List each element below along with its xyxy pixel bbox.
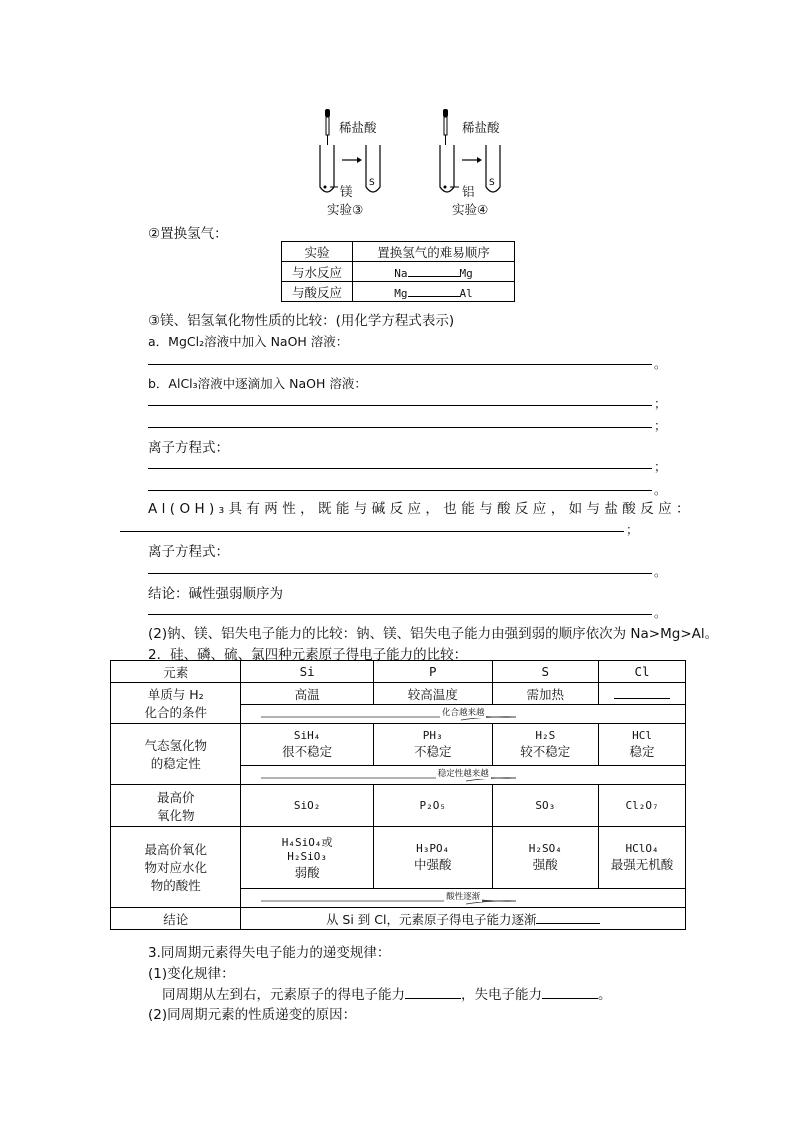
row2-si: SiH₄ 很不稳定 — [241, 724, 374, 766]
answer-line[interactable] — [148, 490, 652, 491]
row2-label: 气态氢化物 的稳定性 — [111, 724, 241, 785]
row1-si: 高温 — [241, 683, 374, 705]
line-end: ； — [654, 418, 667, 433]
answer-blank[interactable] — [408, 284, 460, 297]
header-cl: Cl — [599, 661, 686, 683]
row2-trend: 稳定性越来越 — [241, 766, 686, 785]
row2-p: PH₃ 不稳定 — [373, 724, 492, 766]
exp3-metal: 镁 — [340, 184, 353, 199]
answer-blank[interactable] — [408, 264, 460, 277]
answer-blank[interactable] — [614, 686, 670, 699]
row3-s: SO₃ — [492, 785, 599, 827]
row4-cl: HClO₄ 最强无机酸 — [599, 827, 686, 889]
hydrogen-row-acid-label: 与酸反应 — [282, 282, 353, 302]
row3-p: P₂O₅ — [373, 785, 492, 827]
answer-blank[interactable] — [542, 986, 598, 999]
answer-line[interactable] — [120, 531, 624, 532]
row3-si: SiO₂ — [241, 785, 374, 827]
header-si: Si — [241, 661, 374, 683]
exp3-caption: 实验③ — [327, 202, 364, 217]
part-a-label: a．MgCl₂溶液中加入 NaOH 溶液： — [148, 334, 349, 349]
row4-p: H₃PO₄ 中强酸 — [373, 827, 492, 889]
exp4-metal: 铝 — [462, 184, 475, 199]
section-2-text: (2)钠、镁、铝失电子能力的比较：钠、镁、铝失电子能力由强到弱的顺序依次为 Na>Mg>Al。 — [148, 626, 719, 642]
answer-line[interactable] — [148, 364, 652, 365]
line-end: 。 — [654, 564, 667, 579]
exp3-reagent: 稀盐酸 — [339, 120, 377, 135]
hydrogen-header-exp: 实验 — [282, 242, 353, 262]
hydrogen-row-water-label: 与水反应 — [282, 262, 353, 282]
conclusion-row-label: 结论 — [111, 908, 241, 930]
header-element: 元素 — [111, 661, 241, 683]
amphoteric-text: Al(OH)₃具有两性，既能与碱反应，也能与酸反应，如与盐酸反应： — [148, 501, 694, 517]
header-p: P — [373, 661, 492, 683]
line-end: 。 — [654, 356, 667, 371]
ionic-equation-label-1: 离子方程式： — [148, 440, 229, 456]
section-3-heading: 3.同周期元素得失电子能力的递变规律： — [148, 945, 391, 961]
row1-p: 较高温度 — [373, 683, 492, 705]
hydrogen-table — [281, 241, 515, 302]
conclusion-row-text: 从 Si 到 Cl，元素原子得电子能力逐渐 — [241, 908, 686, 930]
answer-line[interactable] — [148, 405, 652, 406]
row4-s: H₂SO₄ 强酸 — [492, 827, 599, 889]
hydrogen-header-order: 置换氢气的难易顺序 — [353, 242, 515, 262]
line-end: 。 — [654, 482, 667, 497]
header-s: S — [492, 661, 599, 683]
section-3-rule: 同周期从左到右，元素原子的得电子能力 ，失电子能力 。 — [162, 987, 612, 1003]
electron-gain-table — [110, 660, 686, 930]
answer-line[interactable] — [148, 427, 652, 428]
answer-line[interactable] — [148, 468, 652, 469]
row3-label: 最高价 氧化物 — [111, 785, 241, 827]
line-end: ； — [654, 459, 667, 474]
answer-line[interactable] — [148, 573, 652, 574]
section-3-sub1: (1)变化规律： — [148, 966, 235, 982]
row1-s: 需加热 — [492, 683, 599, 705]
answer-blank[interactable] — [536, 911, 600, 924]
svg-text:S: S — [489, 178, 495, 188]
answer-blank[interactable] — [405, 986, 461, 999]
exp4-caption: 实验④ — [452, 202, 489, 217]
conclusion-label: 结论：碱性强弱顺序为 — [148, 586, 283, 602]
row1-label: 单质与 H₂ 化合的条件 — [111, 683, 241, 724]
exp4-reagent: 稀盐酸 — [462, 120, 500, 135]
row4-label: 最高价氧化 物对应水化 物的酸性 — [111, 827, 241, 908]
row4-si: H₄SiO₄或 H₂SiO₃ 弱酸 — [241, 827, 374, 889]
section-3-sub2: (2)同周期元素的性质递变的原因： — [148, 1007, 357, 1023]
line-end: ； — [626, 522, 639, 537]
hydrogen-heading: ②置换氢气： — [148, 226, 228, 242]
hydroxide-heading: ③镁、铝氢氧化物性质的比较：(用化学方程式表示) — [148, 313, 455, 329]
section-si-heading: 2．硅、磷、硫、氯四种元素原子得电子能力的比较： — [148, 647, 468, 663]
svg-text:S: S — [369, 178, 375, 188]
answer-line[interactable] — [148, 614, 652, 615]
row2-cl: HCl 稳定 — [599, 724, 686, 766]
row2-s: H₂S 较不稳定 — [492, 724, 599, 766]
row1-trend: 化合越来越 — [241, 705, 686, 724]
row3-cl: Cl₂O₇ — [599, 785, 686, 827]
line-end: 。 — [654, 605, 667, 620]
hydrogen-row-acid-order: Mg Al — [353, 282, 515, 302]
part-b-label: b．AlCl₃溶液中逐滴加入 NaOH 溶液： — [148, 376, 367, 391]
row1-cl — [599, 683, 686, 705]
row4-trend: 酸性逐渐 — [241, 889, 686, 908]
ionic-equation-label-2: 离子方程式： — [148, 544, 229, 560]
hydrogen-row-water-order: Na Mg — [353, 262, 515, 282]
line-end: ； — [654, 396, 667, 411]
